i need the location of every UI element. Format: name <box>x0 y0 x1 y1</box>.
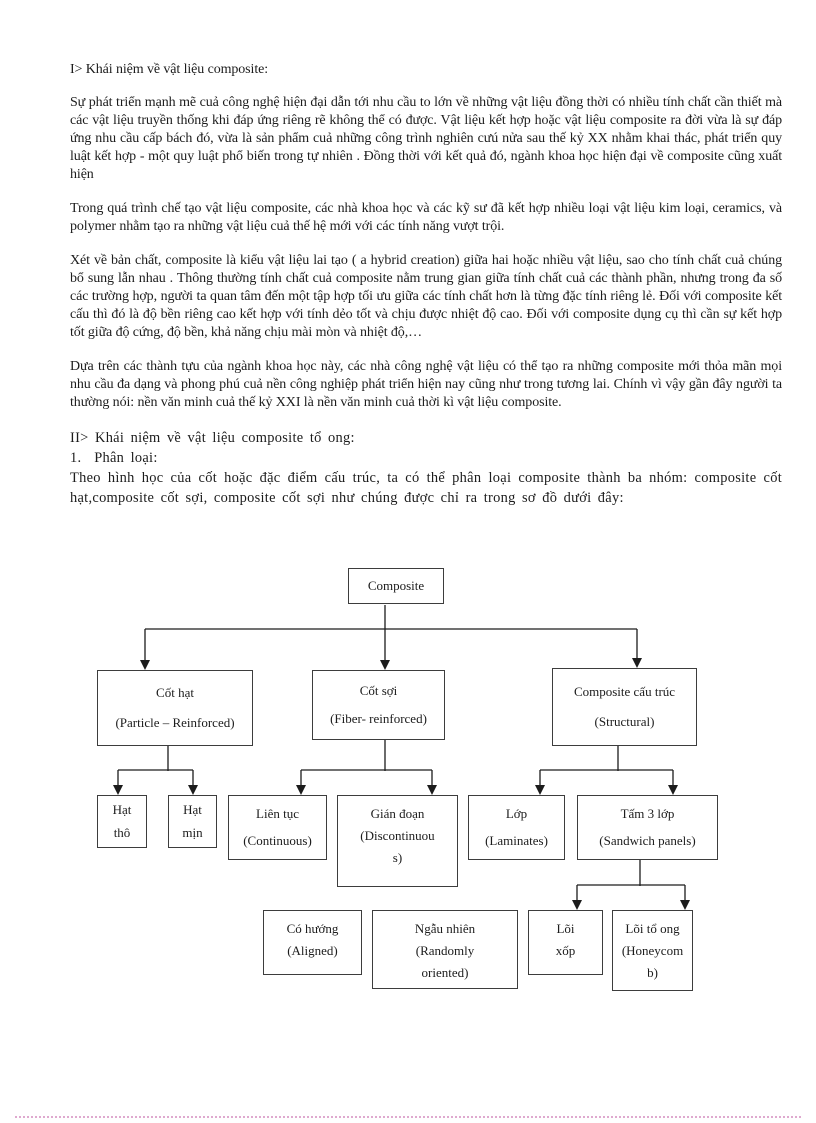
box-label-line: (Fiber- reinforced) <box>330 711 427 726</box>
box-label-line: (Randomly <box>415 943 475 958</box>
diagram-box-hat-min <box>168 795 217 848</box>
diagram-box-lop <box>468 795 565 860</box>
box-label-line: Hạt <box>183 802 202 818</box>
diagram-box-hat-tho <box>97 795 147 848</box>
box-label-line: thô <box>113 824 131 840</box>
document-body-text <box>70 61 782 508</box>
page-bottom-dotted-divider <box>15 1116 801 1118</box>
diagram-box-lien-tuc <box>228 795 327 860</box>
list-item-phan-loai: 1. Phân loại: <box>70 450 158 466</box>
box-label-line: Lõi tổ ong <box>625 921 680 936</box>
box-label-line: (Structural) <box>594 714 655 730</box>
box-label-line: (Aligned) <box>287 943 338 958</box>
box-label-line: Composite <box>367 578 425 593</box>
box-label-line: (Continuous) <box>243 832 312 848</box>
box-label-line: mịn <box>182 824 203 840</box>
box-label-line: (Discontinuou <box>360 828 435 843</box>
paragraph-composite-intro: Sự phát triển mạnh mẽ cuả công nghệ hiện đại dẫn tới nhu cầu to lớn về những vật liệu đồng thời có nhiều tính chất cần thiết mà các vật liệu truyền thống khi đáp ứng riêng rẽ không thể có được. Vật liệu kết hợp hoặc vật liệu composite ra đời vừa là sự đáp ứng nhu cầu cấp bách đó, vừa là sản phẩm cuả những công trình nghiên cưú nửa sau thế kỷ XX nhằm khai thác, phát triển quy luật kết hợp - một quy luật phổ biến trong tự nhiên . Đồng thời với kết quả đó, ngành khoa học hiện đại về composite cũng xuất hiện <box>70 95 782 182</box>
diagram-box-co-huong <box>263 910 362 975</box>
box-label-line: s) <box>392 850 403 865</box>
box-label-line: Lớp <box>505 806 528 822</box>
diagram-box-ngau-nhien <box>372 910 518 989</box>
paragraph-hybrid-nature: Xét về bản chất, composite là kiểu vật liệu lai tạo ( a hybrid creation) giữa hai hoặc nhiều vật liệu, sao cho tính chất cuả chúng bổ sung lẫn nhau . Thông thường tính chất cuả composite nằm trung gian giữa tính chất cuả các thành phần, nhưng trong đa số các trường hợp, người ta quan tâm đến một tập hợp tối ưu giữa các tính chất hơn là từng đặc tính riêng lẻ. Đối với composite kết cấu thì đó là độ bền riêng cao kết hợp với tính dẻo tốt và chịu được nhiệt độ cao. Đối với composite dụng cụ thì cần sự kết hợp tốt giữa độ cứng, độ bền, khả năng chịu mài mòn và nhiệt độ,… <box>70 253 782 340</box>
section-2-heading: II> Khái niệm về vật liệu composite tổ ong: <box>70 430 355 446</box>
diagram-box-cot-hat <box>97 670 253 746</box>
box-label-line: xốp <box>555 943 576 958</box>
box-label-line: (Honeycom <box>621 943 684 958</box>
diagram-box-tam-3-lop <box>577 795 718 860</box>
paragraph-achievements: Dựa trên các thành tựu của ngành khoa học này, các nhà công nghệ vật liệu có thể tạo ra những composite mới thỏa mãn mọi nhu cầu đa dạng và phong phú cuả nền công nghiệp phát triển hiện nay cũng như trong tương lai. Chính vì vậy gần đây người ta thường nói: nền văn minh cuả thế kỷ XXI là nền văn minh cuả thời kì vật liệu composite. <box>70 359 782 410</box>
box-label-line: b) <box>647 965 658 980</box>
box-label-line: Gián đoạn <box>370 806 425 821</box>
box-label-line: Composite cấu trúc <box>573 683 676 699</box>
box-label-line: Có hướng <box>286 921 339 936</box>
box-label-line: (Particle – Reinforced) <box>115 715 235 730</box>
diagram-intro-text: Theo hình học của cốt hoặc đặc điểm cấu trúc, ta có thể phân loại composite thành ba nhóm: composite cốt hạt,composite cốt sợi, composite cốt sợi như chúng được chỉ ra trong sơ đồ dưới đây: <box>70 470 782 506</box>
box-label-line: Liên tục <box>256 806 299 822</box>
box-label-line: Ngẫu nhiên <box>414 921 476 936</box>
section-1-heading: I> Khái niệm về vật liệu composite: <box>70 62 269 77</box>
paragraph-fabrication: Trong quá trình chế tạo vật liệu composite, các nhà khoa học và các kỹ sư đã kết hợp nhiều loại vật liệu kim loại, ceramics, và polymer nhằm tạo ra những vật liệu cuả thế hệ mới với các tính năng vượt trội. <box>70 201 782 234</box>
box-label-line: Lõi <box>556 921 575 936</box>
diagram-box-composite <box>348 568 444 604</box>
diagram-box-loi-xop <box>528 910 603 975</box>
diagram-box-loi-to-ong <box>612 910 693 991</box>
box-label-line: Cốt sợi <box>359 683 398 698</box>
box-label-line: (Laminates) <box>485 832 548 848</box>
box-label-line: Cốt hạt <box>156 685 194 700</box>
box-label-line: Hạt <box>112 802 132 818</box>
box-label-line: (Sandwich panels) <box>599 832 696 848</box>
composite-classification-diagram <box>0 555 816 1015</box>
diagram-box-gian-doan <box>337 795 458 887</box>
diagram-box-cot-soi <box>312 670 445 740</box>
diagram-box-composite-cau-truc <box>552 668 697 746</box>
box-label-line: Tấm 3 lớp <box>620 806 675 822</box>
box-label-line: oriented) <box>421 965 469 980</box>
